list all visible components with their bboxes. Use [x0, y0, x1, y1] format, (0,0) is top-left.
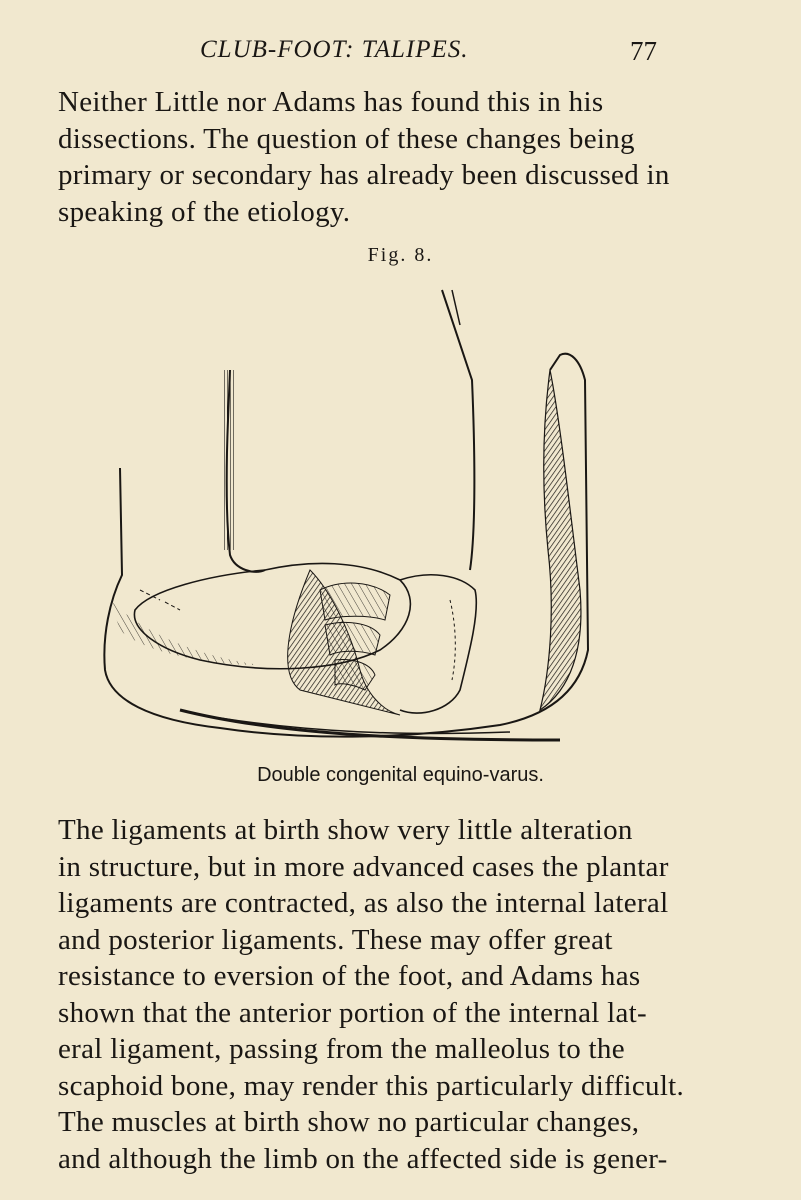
text-line: speaking of the etiology. [58, 195, 351, 228]
text-line: The muscles at birth show no particular changes, [58, 1106, 640, 1138]
text-line: dissections. The question of these changes being [58, 122, 635, 155]
figure-illustration [80, 270, 620, 760]
figure-caption: Double congenital equino-varus. [257, 764, 544, 786]
text-line: scaphoid bone, may render this particularly difficult. [58, 1069, 685, 1102]
running-title: CLUB-FOOT: TALIPES. [200, 36, 469, 63]
paragraph-2 [58, 812, 758, 1177]
text-line: resistance to eversion of the foot, and Adams has [58, 960, 641, 992]
right-forefoot [400, 575, 476, 713]
text-line: primary or secondary has already been discussed in [58, 159, 670, 191]
right-leg [442, 290, 474, 570]
text-line: and posterior ligaments. These may offer great [58, 923, 613, 956]
text-line: shown that the anterior portion of the internal lat- [58, 996, 647, 1029]
text-line: eral ligament, passing from the malleolus to the [58, 1033, 625, 1065]
running-head [0, 36, 801, 76]
page-number: 77 [630, 36, 657, 66]
text-line: and although the limb on the affected side is gener- [58, 1142, 668, 1175]
text-line: Neither Little nor Adams has found this in his [58, 86, 604, 118]
text-line: in structure, but in more advanced cases the plantar [58, 850, 669, 883]
figure-label: Fig. 8. [367, 244, 434, 266]
text-line: ligaments are contracted, as also the internal lateral [58, 887, 669, 919]
text-line: The ligaments at birth show very little alteration [58, 814, 633, 846]
paragraph-1 [58, 84, 758, 230]
